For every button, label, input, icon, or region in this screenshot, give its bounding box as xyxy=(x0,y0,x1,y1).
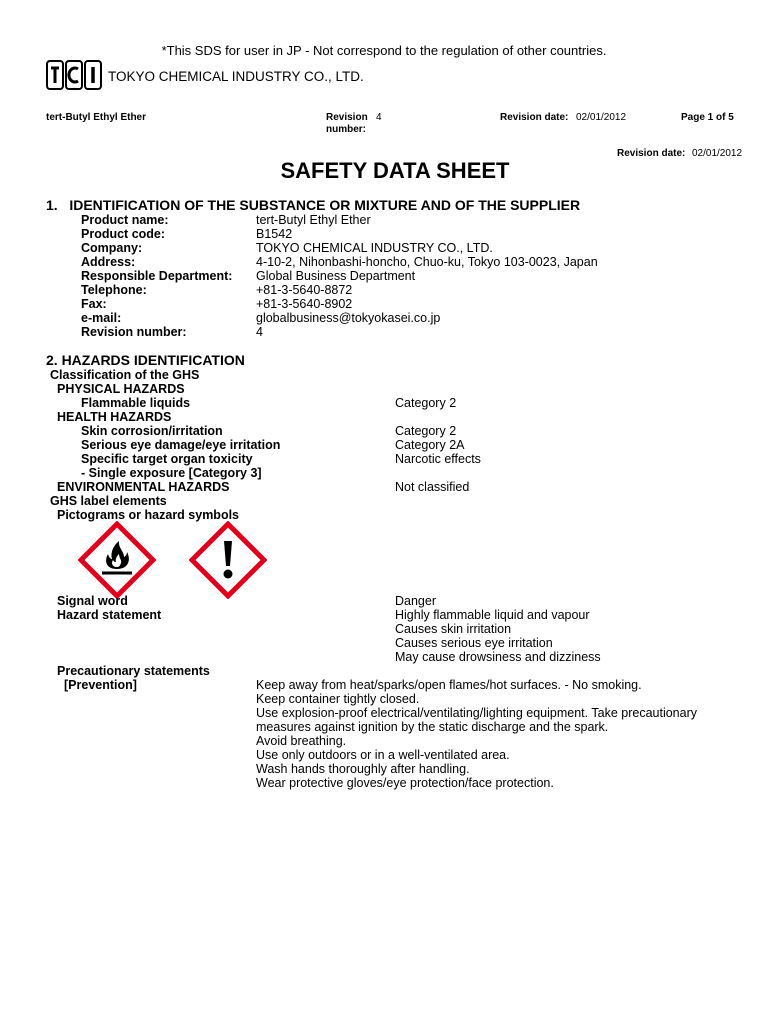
pictograms-label: Pictograms or hazard symbols xyxy=(57,508,240,522)
header-revision-date-label: Revision date: xyxy=(500,112,569,123)
header-page: Page 1 of 5 xyxy=(681,112,734,123)
signal-word-label: Signal word xyxy=(57,594,128,608)
address-value: 4-10-2, Nihonbashi-honcho, Chuo-ku, Tokyo 103-0023, Japan xyxy=(256,255,598,269)
company-value: TOKYO CHEMICAL INDUSTRY CO., LTD. xyxy=(256,241,493,255)
flammable-value: Category 2 xyxy=(395,396,457,410)
header-revision-label: Revision number: xyxy=(326,112,368,135)
hazard-statement-label: Hazard statement xyxy=(57,608,162,622)
stot-value: Narcotic effects xyxy=(395,452,481,466)
exclamation-pictogram-icon xyxy=(189,521,267,599)
hazard-statement-2: Causes skin irritation xyxy=(395,622,512,636)
hazard-statement-3: Causes serious eye irritation xyxy=(395,636,553,650)
page-title: SAFETY DATA SHEET xyxy=(280,158,510,183)
notice-text: *This SDS for user in JP - Not correspond to the regulation of other countries. xyxy=(161,43,607,58)
eye-label: Serious eye damage/eye irritation xyxy=(81,438,281,452)
company-name: TOKYO CHEMICAL INDUSTRY CO., LTD. xyxy=(108,68,364,84)
header-revision-value: 4 xyxy=(376,112,382,123)
prevention-7: Wash hands thoroughly after handling. xyxy=(256,762,470,776)
department-label: Responsible Department: xyxy=(81,269,233,283)
section2-heading: 2. HAZARDS IDENTIFICATION xyxy=(46,352,245,368)
flame-pictogram-icon xyxy=(78,521,156,599)
label-elements-label: GHS label elements xyxy=(50,494,167,508)
company-logo xyxy=(46,60,364,90)
email-label: e-mail: xyxy=(81,311,122,325)
prevention-6: Use only outdoors or in a well-ventilated area. xyxy=(256,748,510,762)
signal-word-value: Danger xyxy=(395,594,436,608)
environmental-hazards-value: Not classified xyxy=(395,480,470,494)
flammable-label: Flammable liquids xyxy=(81,396,191,410)
hazard-statement-1: Highly flammable liquid and vapour xyxy=(395,608,590,622)
precautionary-label: Precautionary statements xyxy=(57,664,210,678)
environmental-hazards-label: ENVIRONMENTAL HAZARDS xyxy=(57,480,230,494)
header-product: tert-Butyl Ethyl Ether xyxy=(46,112,147,123)
stot-label: Specific target organ toxicity xyxy=(81,452,253,466)
product-name-label: Product name: xyxy=(81,213,169,227)
email-value[interactable]: globalbusiness@tokyokasei.co.jp xyxy=(256,311,441,325)
revision-date-label: Revision date: xyxy=(617,148,686,159)
revision-number-value: 4 xyxy=(256,325,263,339)
prevention-1: Keep away from heat/sparks/open flames/hot surfaces. - No smoking. xyxy=(256,678,642,692)
classification-label: Classification of the GHS xyxy=(50,368,200,382)
eye-value: Category 2A xyxy=(395,438,465,452)
skin-label: Skin corrosion/irritation xyxy=(81,424,223,438)
physical-hazards-label: PHYSICAL HAZARDS xyxy=(57,382,185,396)
health-hazards-label: HEALTH HAZARDS xyxy=(57,410,172,424)
department-value: Global Business Department xyxy=(256,269,416,283)
prevention-8: Wear protective gloves/eye protection/face protection. xyxy=(256,776,554,790)
product-name-value: tert-Butyl Ethyl Ether xyxy=(256,213,371,227)
revision-date-value: 02/01/2012 xyxy=(692,148,743,159)
address-label: Address: xyxy=(81,255,136,269)
fax-label: Fax: xyxy=(81,297,107,311)
company-label: Company: xyxy=(81,241,143,255)
tci-logo-icon xyxy=(46,60,102,90)
revision-number-label: Revision number: xyxy=(81,325,187,339)
stot-sub-label: - Single exposure [Category 3] xyxy=(81,466,262,480)
telephone-value: +81-3-5640-8872 xyxy=(256,283,353,297)
product-code-value: B1542 xyxy=(256,227,293,241)
fax-value: +81-3-5640-8902 xyxy=(256,297,353,311)
skin-value: Category 2 xyxy=(395,424,457,438)
hazard-statement-4: May cause drowsiness and dizziness xyxy=(395,650,601,664)
prevention-5: Avoid breathing. xyxy=(256,734,347,748)
product-code-label: Product code: xyxy=(81,227,166,241)
section1-heading: 1. IDENTIFICATION OF THE SUBSTANCE OR MIXTURE AND OF THE SUPPLIER xyxy=(46,197,581,213)
prevention-4: measures against ignition by the static discharge and the spark. xyxy=(256,720,609,734)
prevention-2: Keep container tightly closed. xyxy=(256,692,420,706)
prevention-3: Use explosion-proof electrical/ventilating/lighting equipment. Take precautionary xyxy=(256,706,697,720)
telephone-label: Telephone: xyxy=(81,283,147,297)
prevention-label: [Prevention] xyxy=(64,678,137,692)
header-revision-date-value: 02/01/2012 xyxy=(576,112,627,123)
